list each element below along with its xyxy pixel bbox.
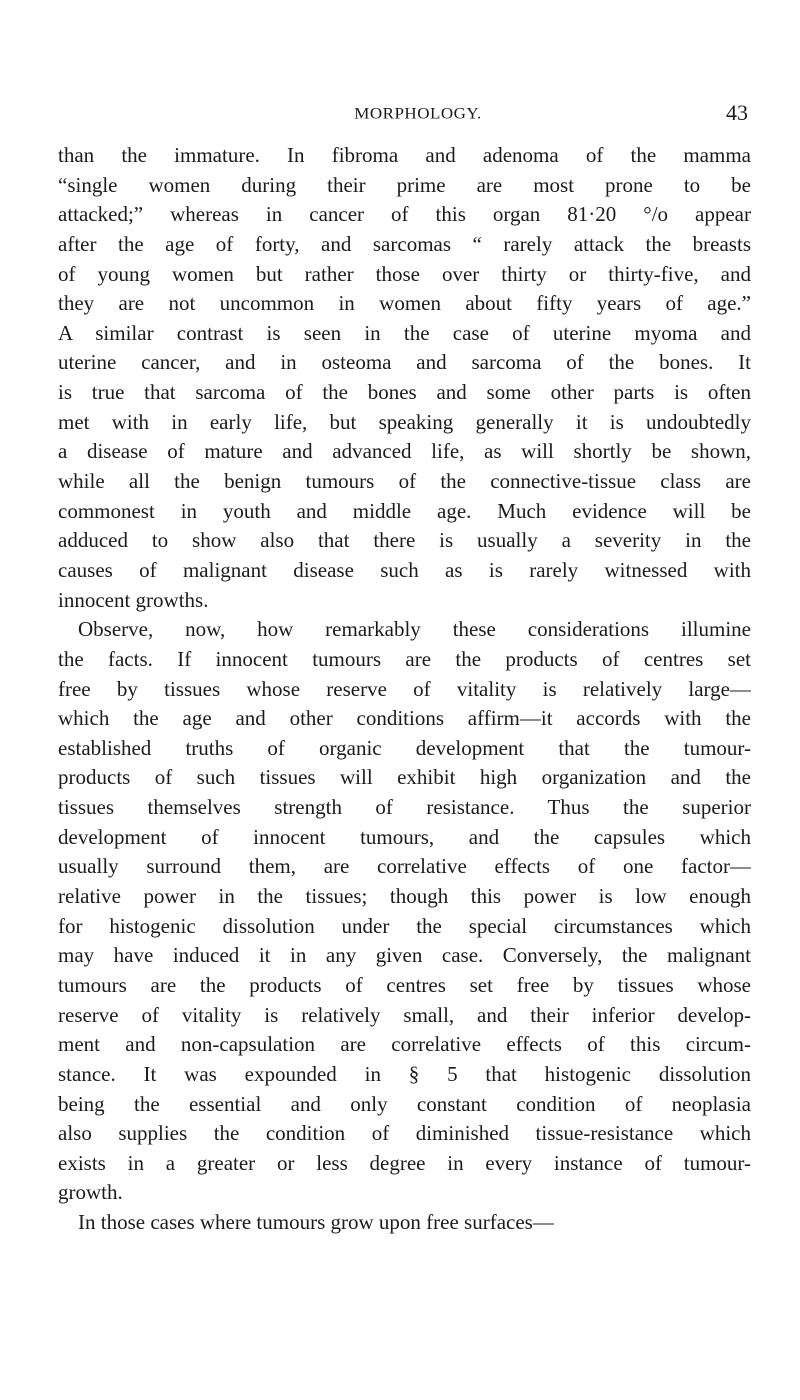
text-line: while all the benign tumours of the connective-tissue class are	[58, 469, 751, 494]
text-line: tumours are the products of centres set free by tissues whose	[58, 972, 751, 997]
text-line: relative power in the tissues; though this power is low enough	[58, 884, 751, 909]
text-line: usually surround them, are correlative effects of one factor—	[58, 854, 751, 879]
text-line: development of innocent tumours, and the capsules which	[58, 824, 751, 849]
text-line: commonest in youth and middle age. Much evidence will be	[58, 498, 751, 523]
body-text	[58, 141, 751, 1238]
text-line: than the immature. In fibroma and adenoma of the mamma	[58, 143, 751, 167]
text-line: innocent growths.	[58, 587, 209, 612]
text-line: may have induced it in any given case. Conversely, the malignant	[58, 943, 751, 968]
text-line: growth.	[58, 1180, 123, 1205]
text-line: causes of malignant disease such as is rarely witnessed with	[58, 557, 751, 582]
text-line: Observe, now, how remarkably these considerations illumine	[78, 617, 751, 642]
running-head: MORPHOLOGY.	[354, 105, 482, 123]
text-line: uterine cancer, and in osteoma and sarcoma of the bones. It	[58, 350, 751, 375]
text-line: stance. It was expounded in § 5 that histogenic dissolution	[58, 1061, 751, 1086]
text-line: met with in early life, but speaking generally it is undoubtedly	[58, 409, 751, 434]
text-line: they are not uncommon in women about fifty years of age.”	[58, 291, 751, 316]
text-line: “single women during their prime are most prone to be	[58, 172, 751, 197]
text-line: being the essential and only constant condition of neoplasia	[58, 1091, 751, 1116]
text-line: which the age and other conditions affirm—it accords with the	[58, 706, 751, 731]
text-line: A similar contrast is seen in the case of uterine myoma and	[58, 320, 751, 345]
page-number: 43	[726, 100, 748, 125]
text-line: a disease of mature and advanced life, as will shortly be shown,	[58, 439, 751, 464]
text-line: attacked;” whereas in cancer of this organ 81·20 °/o appear	[58, 202, 751, 227]
text-line: In those cases where tumours grow upon free surfaces—	[78, 1210, 554, 1235]
text-line: the facts. If innocent tumours are the products of centres set	[58, 646, 751, 671]
text-line: reserve of vitality is relatively small, and their inferior develop-	[58, 1002, 751, 1027]
text-line: is true that sarcoma of the bones and some other parts is often	[58, 380, 751, 405]
text-line: adduced to show also that there is usually a severity in the	[58, 528, 751, 553]
text-line: of young women but rather those over thirty or thirty-five, and	[58, 261, 751, 286]
text-line: products of such tissues will exhibit high organization and the	[58, 765, 751, 790]
text-line: exists in a greater or less degree in every instance of tumour-	[58, 1150, 751, 1175]
text-line: established truths of organic development that the tumour-	[58, 735, 751, 760]
text-line: free by tissues whose reserve of vitality is relatively large—	[58, 676, 751, 701]
text-line: tissues themselves strength of resistance. Thus the superior	[58, 795, 751, 820]
text-line: also supplies the condition of diminished tissue-resistance which	[58, 1121, 751, 1146]
text-line: for histogenic dissolution under the special circumstances which	[58, 913, 751, 938]
text-line: after the age of forty, and sarcomas “ rarely attack the breasts	[58, 231, 751, 256]
text-line: ment and non-capsulation are correlative effects of this circum-	[58, 1032, 751, 1057]
